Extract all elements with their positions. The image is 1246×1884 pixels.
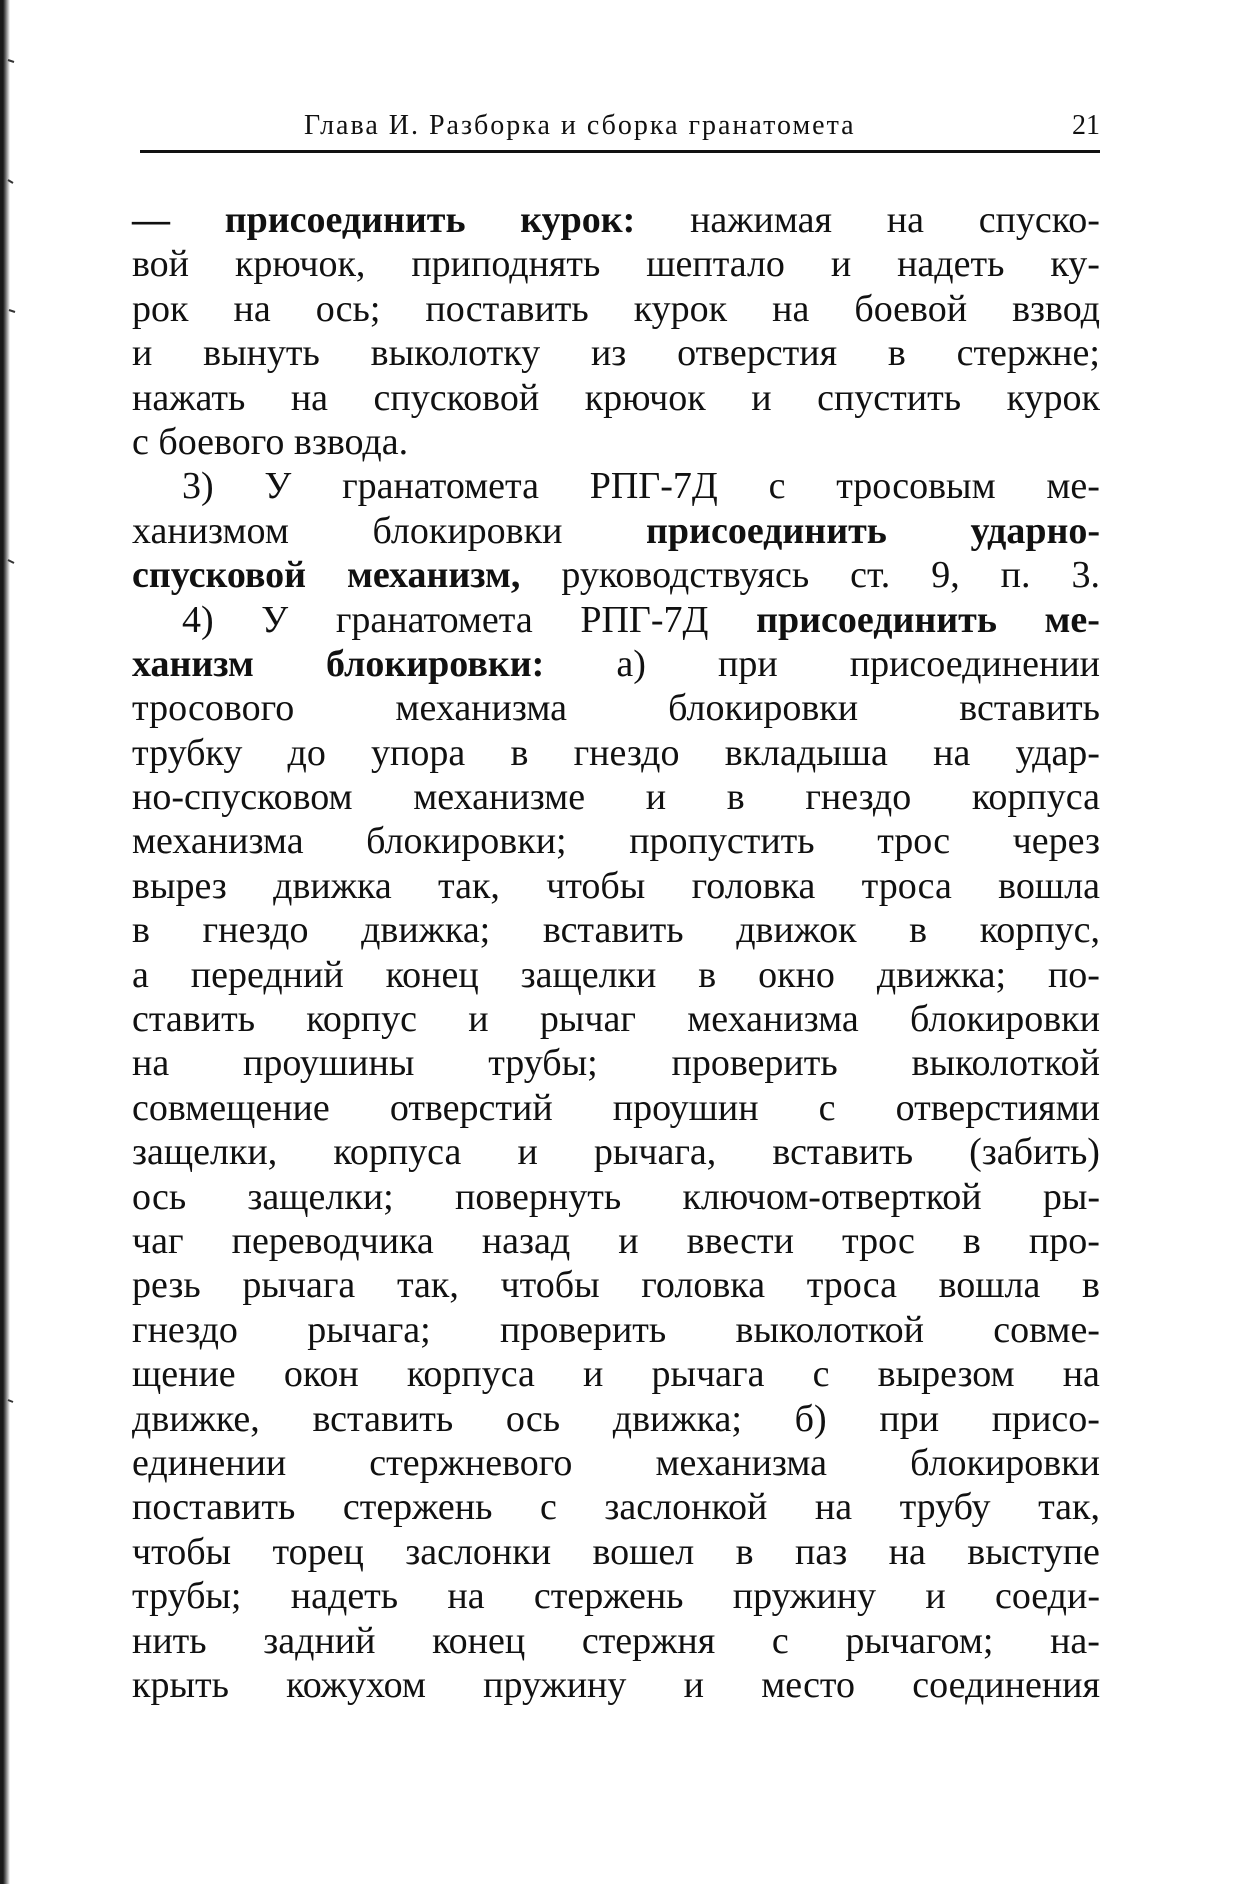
word: (забить) bbox=[969, 1131, 1100, 1174]
word: с bbox=[812, 1353, 830, 1396]
word: взвода. bbox=[293, 420, 409, 463]
text-line bbox=[132, 1308, 1100, 1352]
word: проверить bbox=[671, 1042, 838, 1085]
text-line bbox=[132, 1663, 1100, 1707]
word: в bbox=[726, 776, 745, 819]
word: блокировки bbox=[910, 1441, 1100, 1484]
word: на bbox=[772, 287, 810, 330]
word: курок bbox=[1006, 376, 1100, 419]
word: чтобы bbox=[132, 1530, 232, 1573]
scan-edge-marks bbox=[6, 0, 20, 1884]
text-line bbox=[132, 908, 1100, 952]
text-line bbox=[132, 731, 1100, 775]
word: проушины bbox=[243, 1042, 415, 1085]
word: рок bbox=[132, 287, 189, 330]
word: на bbox=[814, 1486, 853, 1529]
word: при bbox=[718, 642, 778, 685]
word: с bbox=[818, 1086, 836, 1129]
word: трубы; bbox=[488, 1042, 598, 1085]
word: рычага; bbox=[307, 1308, 431, 1351]
word: нажать bbox=[132, 376, 246, 419]
word: спусковой bbox=[373, 376, 540, 419]
word: резь bbox=[132, 1264, 201, 1307]
word: вырез bbox=[132, 864, 227, 907]
word: чтобы bbox=[546, 864, 646, 907]
word: с bbox=[771, 1619, 789, 1662]
word: движок bbox=[736, 909, 857, 952]
word: 3) bbox=[182, 465, 214, 508]
word: крючок, bbox=[234, 243, 366, 286]
word: трубы; bbox=[132, 1575, 242, 1618]
word: пропустить bbox=[629, 820, 815, 863]
word: гнездо bbox=[805, 776, 912, 819]
word: блокировки bbox=[668, 687, 859, 730]
word: присоединить bbox=[646, 509, 887, 552]
word: поставить bbox=[132, 1486, 296, 1529]
word: трос bbox=[877, 820, 951, 863]
word: рычага bbox=[242, 1264, 356, 1307]
word: вырезом bbox=[877, 1353, 1015, 1396]
paragraph bbox=[132, 198, 1100, 464]
word: рычага, bbox=[593, 1131, 717, 1174]
word: при bbox=[879, 1397, 940, 1440]
word: и bbox=[830, 243, 852, 286]
word: так, bbox=[396, 1264, 459, 1307]
word: на bbox=[886, 199, 924, 241]
text-line bbox=[132, 1219, 1100, 1263]
word: надеть bbox=[290, 1575, 399, 1618]
word: спусковой bbox=[132, 554, 307, 597]
word: назад bbox=[481, 1219, 571, 1262]
word: так, bbox=[1038, 1486, 1100, 1529]
word: 9, bbox=[931, 554, 960, 597]
word: боевой bbox=[854, 287, 968, 330]
word: трос bbox=[842, 1219, 915, 1262]
running-header-title: Глава И. Разборка и сборка гранатомета bbox=[304, 110, 856, 141]
word: на bbox=[233, 287, 271, 330]
text-line bbox=[132, 1086, 1100, 1130]
text-line bbox=[132, 1130, 1100, 1174]
word: вой bbox=[132, 243, 190, 286]
word: б) bbox=[794, 1397, 827, 1440]
word: ключом-отверткой bbox=[682, 1175, 982, 1218]
word: вошел bbox=[592, 1530, 695, 1573]
word: заслонкой bbox=[604, 1486, 768, 1529]
text-line bbox=[132, 864, 1100, 908]
word: в bbox=[132, 909, 150, 952]
word: про- bbox=[1028, 1219, 1100, 1262]
word: корпуса bbox=[333, 1131, 462, 1174]
word: блокировки bbox=[910, 998, 1100, 1041]
word: на bbox=[290, 376, 329, 419]
word: совмещение bbox=[132, 1086, 330, 1129]
word: на bbox=[132, 1042, 170, 1085]
text-line bbox=[132, 509, 1100, 553]
text-line bbox=[132, 642, 1100, 686]
word: вставить bbox=[772, 1131, 914, 1174]
word: — bbox=[132, 199, 170, 241]
word: чаг bbox=[132, 1219, 184, 1262]
word: защелки; bbox=[247, 1175, 394, 1218]
word: п. bbox=[1000, 554, 1031, 597]
word: ось bbox=[505, 1397, 561, 1440]
word: ст. bbox=[850, 554, 891, 597]
word: присо- bbox=[991, 1397, 1100, 1440]
word: защелки, bbox=[132, 1131, 278, 1174]
word: окно bbox=[758, 953, 835, 996]
word: так, bbox=[438, 864, 500, 907]
word: конец bbox=[385, 953, 479, 996]
word: стержень bbox=[533, 1575, 684, 1618]
word: и bbox=[683, 1663, 704, 1706]
body-text bbox=[132, 198, 1100, 1707]
word: с bbox=[768, 465, 786, 508]
word: рычаг bbox=[539, 998, 636, 1041]
text-line bbox=[132, 420, 1100, 464]
word: в bbox=[887, 332, 906, 375]
word: корпус, bbox=[979, 909, 1100, 952]
text-line bbox=[132, 287, 1100, 331]
word: до bbox=[287, 731, 326, 774]
word: защелки bbox=[520, 953, 657, 996]
text-line bbox=[132, 1263, 1100, 1307]
word: стержень bbox=[342, 1486, 493, 1529]
text-line bbox=[132, 686, 1100, 730]
word: ставить bbox=[132, 998, 256, 1041]
word: стержня bbox=[581, 1619, 716, 1662]
word: и bbox=[468, 998, 489, 1041]
word: рычага bbox=[651, 1353, 765, 1396]
word: ме- bbox=[1046, 465, 1100, 508]
word: заслонки bbox=[405, 1530, 552, 1573]
word: на bbox=[933, 731, 971, 774]
word: кожухом bbox=[286, 1663, 426, 1706]
word: 3. bbox=[1071, 554, 1100, 597]
word: на- bbox=[1050, 1619, 1100, 1662]
word: спуско- bbox=[978, 199, 1100, 241]
word: а) bbox=[616, 642, 646, 685]
text-line bbox=[132, 331, 1100, 375]
paragraph bbox=[132, 464, 1100, 597]
word: удар- bbox=[1015, 731, 1100, 774]
word: присоединении bbox=[849, 642, 1100, 685]
word: переводчика bbox=[231, 1219, 434, 1262]
word: взвод bbox=[1012, 287, 1100, 330]
word: выколотку bbox=[370, 332, 541, 375]
text-line bbox=[132, 1485, 1100, 1529]
word: в bbox=[735, 1530, 754, 1573]
word: и bbox=[517, 1131, 538, 1174]
word: механизма bbox=[395, 687, 567, 730]
word: головка bbox=[691, 864, 816, 907]
word: соеди- bbox=[994, 1575, 1100, 1618]
word: но-спусковом bbox=[132, 776, 353, 819]
word: шептало bbox=[646, 243, 785, 286]
word: вставить bbox=[959, 687, 1100, 730]
word: и bbox=[132, 332, 153, 375]
word: корпус bbox=[306, 998, 418, 1041]
word: ось bbox=[132, 1175, 187, 1218]
word: блокировки bbox=[372, 509, 563, 552]
text-line bbox=[132, 553, 1100, 597]
text-line bbox=[132, 242, 1100, 286]
word: гранатомета bbox=[342, 465, 539, 508]
word: вставить bbox=[312, 1397, 454, 1440]
word: движка bbox=[273, 864, 392, 907]
word: механизма bbox=[132, 820, 304, 863]
word: ударно- bbox=[970, 509, 1100, 552]
word: тросовым bbox=[836, 465, 996, 508]
word: механизма bbox=[655, 1441, 828, 1484]
word: ме- bbox=[1044, 598, 1100, 641]
word: торец bbox=[272, 1530, 364, 1573]
word: механизме bbox=[413, 776, 586, 819]
word: ввести bbox=[686, 1219, 794, 1262]
word: гнездо bbox=[132, 1308, 238, 1351]
word: в bbox=[909, 909, 928, 952]
word: троса bbox=[861, 864, 952, 907]
word: трубку bbox=[132, 731, 243, 774]
word: в bbox=[962, 1219, 981, 1262]
word: движка; bbox=[361, 909, 491, 952]
word: задний bbox=[263, 1619, 376, 1662]
word: выколоткой bbox=[911, 1042, 1100, 1085]
text-line bbox=[132, 997, 1100, 1041]
word: соединения bbox=[912, 1663, 1100, 1706]
word: в bbox=[698, 953, 717, 996]
word: повернуть bbox=[454, 1175, 622, 1218]
word: ось; bbox=[315, 287, 381, 330]
word: с bbox=[540, 1486, 557, 1529]
word: а bbox=[132, 953, 149, 996]
word: присоединить bbox=[756, 598, 997, 641]
word: движка; bbox=[612, 1397, 742, 1440]
word: отверстия bbox=[677, 332, 838, 375]
word: нить bbox=[132, 1619, 207, 1662]
word: на bbox=[1062, 1353, 1100, 1396]
word: рычагом; bbox=[845, 1619, 994, 1662]
word: поставить bbox=[425, 287, 589, 330]
word: 4) bbox=[182, 598, 214, 641]
text-line bbox=[132, 464, 1100, 508]
word: выступе bbox=[967, 1530, 1100, 1573]
text-line bbox=[132, 1041, 1100, 1085]
word: вкладыша bbox=[724, 731, 888, 774]
text-line bbox=[132, 598, 1100, 642]
word: щение bbox=[132, 1353, 236, 1396]
word: крючок bbox=[584, 376, 706, 419]
header-rule bbox=[140, 150, 1100, 153]
word: механизма bbox=[687, 998, 859, 1041]
word: ханизмом bbox=[132, 509, 289, 552]
word: совме- bbox=[993, 1308, 1100, 1351]
word: проушин bbox=[612, 1086, 759, 1129]
text-line bbox=[132, 1574, 1100, 1618]
text-line bbox=[132, 775, 1100, 819]
word: троса bbox=[806, 1264, 897, 1307]
word: У bbox=[264, 465, 292, 508]
word: из bbox=[590, 332, 627, 375]
word: единении bbox=[132, 1441, 287, 1484]
word: по- bbox=[1047, 953, 1100, 996]
word: отверстиями bbox=[895, 1086, 1100, 1129]
word: ку- bbox=[1050, 243, 1100, 286]
text-line bbox=[132, 1441, 1100, 1485]
running-header bbox=[140, 104, 1100, 144]
word: в bbox=[1082, 1264, 1100, 1307]
word: паз bbox=[795, 1530, 848, 1573]
word: упора bbox=[371, 731, 466, 774]
word: конец bbox=[432, 1619, 526, 1662]
word: движке, bbox=[132, 1397, 260, 1440]
word: на bbox=[888, 1530, 926, 1573]
word: и bbox=[645, 776, 667, 819]
word: на bbox=[447, 1575, 485, 1618]
word: тросового bbox=[132, 687, 295, 730]
word: и bbox=[925, 1575, 946, 1618]
word: курок: bbox=[520, 199, 636, 241]
word: проверить bbox=[500, 1308, 667, 1351]
word: приподнять bbox=[411, 243, 601, 286]
word: вошла bbox=[938, 1264, 1041, 1307]
word: боевого bbox=[158, 420, 285, 463]
word: надеть bbox=[897, 243, 1005, 286]
word: крыть bbox=[132, 1663, 229, 1706]
word: ры- bbox=[1042, 1175, 1100, 1218]
word: гнездо bbox=[202, 909, 309, 952]
word: ханизм bbox=[132, 642, 254, 685]
text-line bbox=[132, 819, 1100, 863]
word: отверстий bbox=[389, 1086, 553, 1129]
word: головка bbox=[641, 1264, 766, 1307]
word: У bbox=[261, 598, 289, 641]
word: вставить bbox=[542, 909, 684, 952]
text-line bbox=[132, 1619, 1100, 1663]
word: вошла bbox=[998, 864, 1100, 907]
word: РПГ-7Д bbox=[580, 598, 709, 641]
word: стержне; bbox=[956, 332, 1100, 375]
word: и bbox=[583, 1353, 604, 1396]
word: гнездо bbox=[573, 731, 680, 774]
word: РПГ-7Д bbox=[589, 465, 718, 508]
word: через bbox=[1012, 820, 1100, 863]
word: выколоткой bbox=[735, 1308, 924, 1351]
word: стержневого bbox=[369, 1441, 573, 1484]
word: трубу bbox=[899, 1486, 991, 1529]
word: корпуса bbox=[406, 1353, 535, 1396]
word: место bbox=[761, 1663, 856, 1706]
word: руководствуясь bbox=[561, 554, 810, 597]
word: механизм, bbox=[347, 554, 521, 597]
text-line bbox=[132, 953, 1100, 997]
word: курок bbox=[633, 287, 728, 330]
word: с bbox=[132, 420, 149, 463]
word: окон bbox=[283, 1353, 359, 1396]
paragraph bbox=[132, 598, 1100, 1708]
text-line bbox=[132, 1352, 1100, 1396]
text-line bbox=[132, 1530, 1100, 1574]
text-line bbox=[132, 1175, 1100, 1219]
word: и bbox=[751, 376, 772, 419]
word: и bbox=[618, 1219, 639, 1262]
text-line bbox=[132, 1397, 1100, 1441]
word: гранатомета bbox=[335, 598, 533, 641]
word: блокировки: bbox=[325, 642, 545, 685]
page-number: 21 bbox=[1072, 110, 1100, 141]
word: корпуса bbox=[971, 776, 1100, 819]
word: чтобы bbox=[500, 1264, 600, 1307]
word: движка; bbox=[876, 953, 1007, 996]
word: пружину bbox=[483, 1663, 627, 1706]
word: в bbox=[510, 731, 529, 774]
word: присоединить bbox=[224, 199, 466, 241]
word: вынуть bbox=[203, 332, 320, 375]
text-line bbox=[132, 198, 1100, 242]
text-line bbox=[132, 376, 1100, 420]
word: нажимая bbox=[690, 199, 833, 241]
word: пружину bbox=[732, 1575, 877, 1618]
word: передний bbox=[190, 953, 344, 996]
word: спустить bbox=[817, 376, 962, 419]
word: блокировки; bbox=[366, 820, 567, 863]
